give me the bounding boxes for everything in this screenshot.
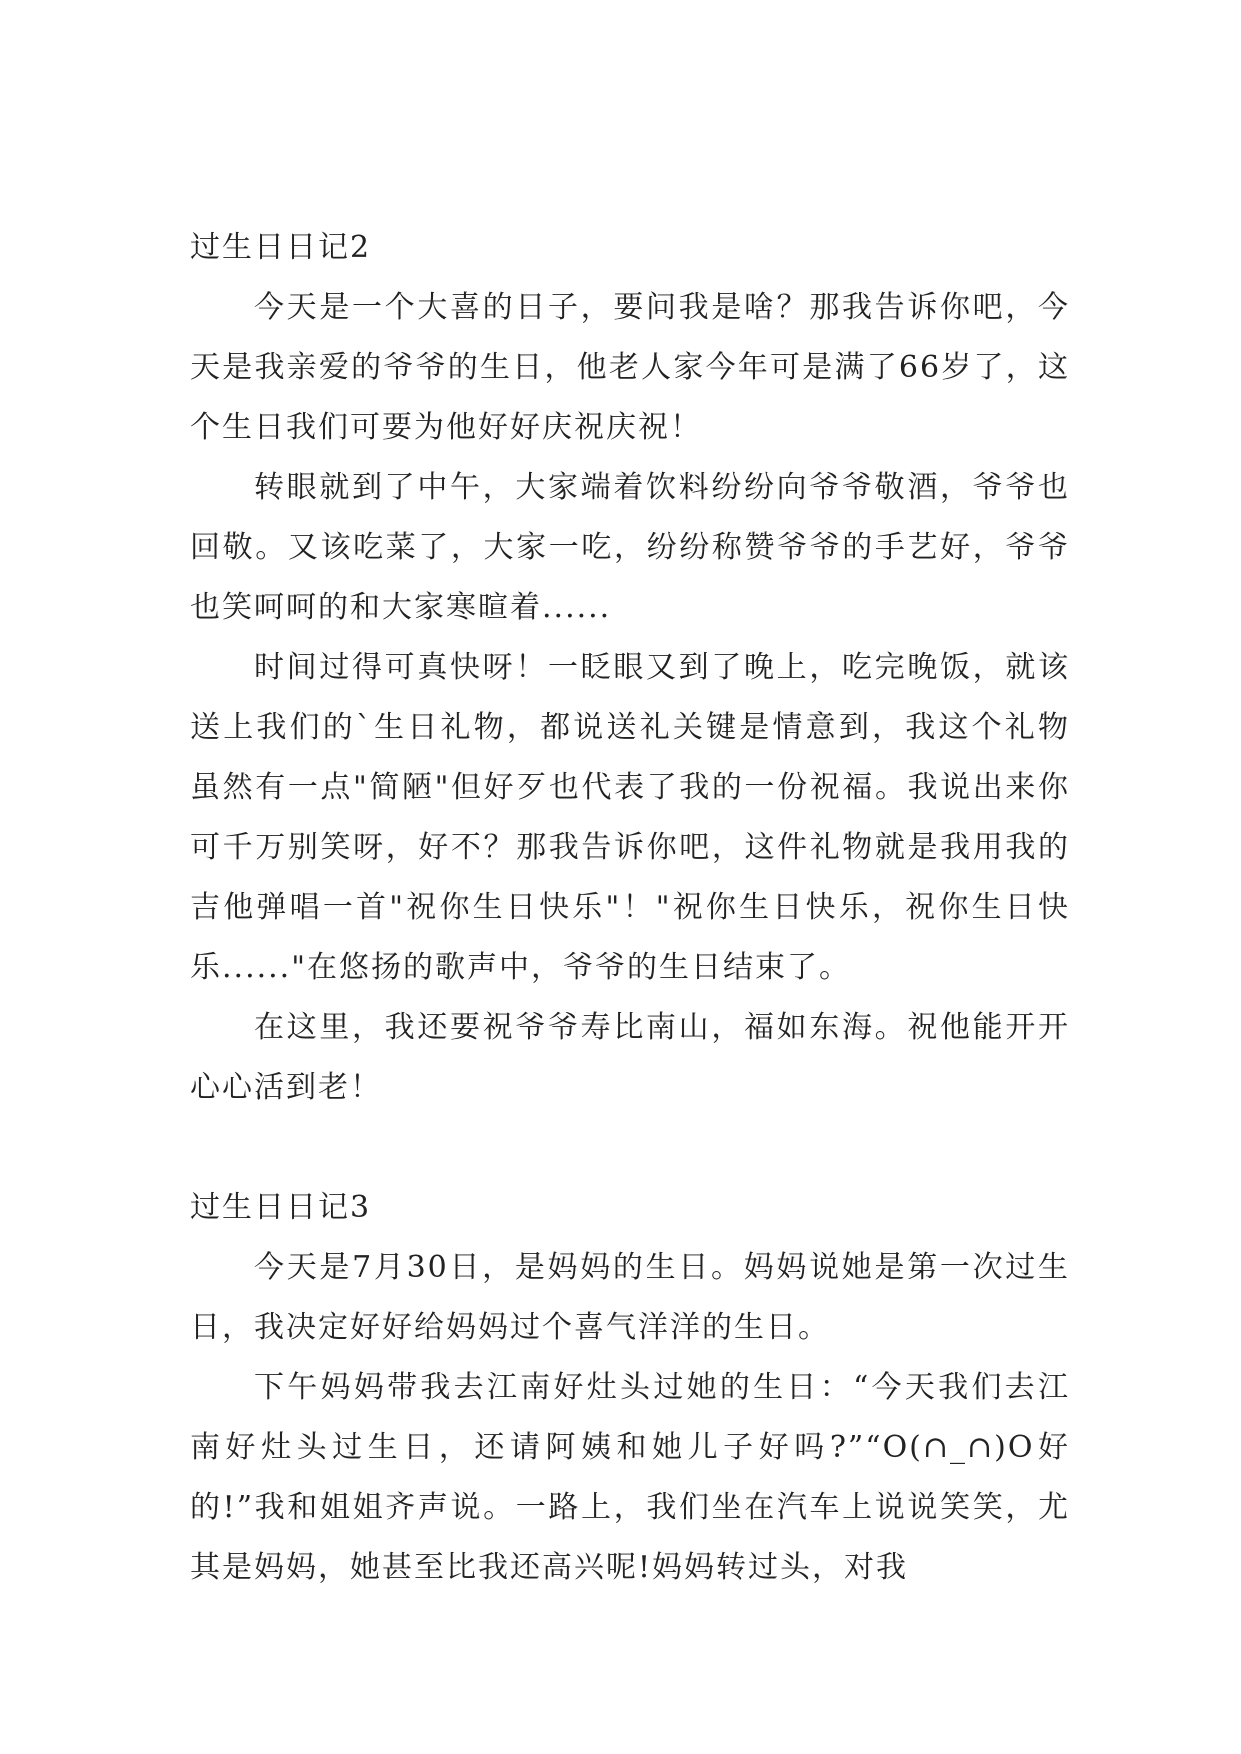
section-title: 过生日日记2 — [190, 230, 372, 265]
paragraph: 转眼就到了中午，大家端着饮料纷纷向爷爷敬酒，爷爷也回敬。又该吃菜了，大家一吃，纷纷称赞爷爷的手艺好，爷爷也笑呵呵的和大家寒暄着...... — [190, 470, 1070, 625]
diary-section-2 — [190, 218, 1070, 1118]
paragraph: 下午妈妈带我去江南好灶头过她的生日：“今天我们去江南好灶头过生日，还请阿姨和她儿子好吗?”“O(∩_∩)O好的!”我和姐姐齐声说。一路上，我们坐在汽车上说说笑笑，尤其是妈妈，她甚至比我还高兴呢!妈妈转过头，对我 — [190, 1370, 1070, 1585]
section-spacer — [190, 1118, 1070, 1178]
paragraph: 今天是一个大喜的日子，要问我是啥？那我告诉你吧，今天是我亲爱的爷爷的生日，他老人家今年可是满了66岁了，这个生日我们可要为他好好庆祝庆祝！ — [190, 290, 1070, 445]
paragraph: 在这里，我还要祝爷爷寿比南山，福如东海。祝他能开开心心活到老！ — [190, 1010, 1070, 1105]
diary-section-3 — [190, 1178, 1070, 1598]
section-title: 过生日日记3 — [190, 1190, 372, 1225]
paragraph: 时间过得可真快呀！一眨眼又到了晚上，吃完晚饭，就该送上我们的`生日礼物，都说送礼关键是情意到，我这个礼物虽然有一点"简陋"但好歹也代表了我的一份祝福。我说出来你可千万别笑呀，好不？那我告诉你吧，这件礼物就是我用我的吉他弹唱一首"祝你生日快乐"！"祝你生日快乐，祝你生日快乐......"在悠扬的歌声中，爷爷的生日结束了。 — [190, 650, 1070, 985]
document-body — [190, 218, 1070, 1598]
paragraph: 今天是7月30日，是妈妈的生日。妈妈说她是第一次过生日，我决定好好给妈妈过个喜气洋洋的生日。 — [190, 1250, 1070, 1345]
